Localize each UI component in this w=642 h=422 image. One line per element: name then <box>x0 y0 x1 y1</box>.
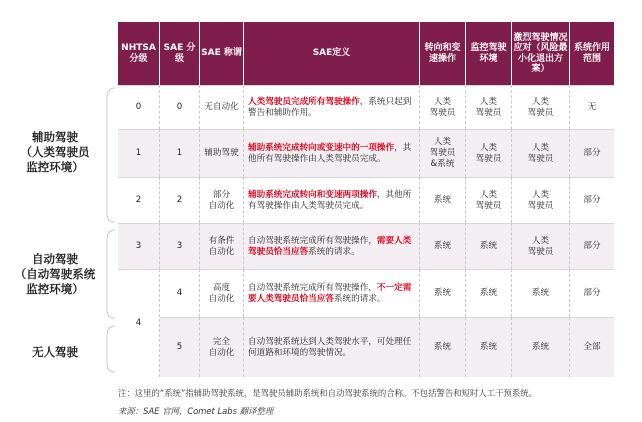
header-sae-level: SAE 分级 <box>160 22 200 85</box>
definition-highlight: 辅助系统完成转向或变速中的一项操作 <box>248 142 395 153</box>
steering-cell: 人类 驾驶员 &系统 <box>420 129 466 177</box>
scope-cell: 部分 <box>570 223 614 269</box>
group-label-line: （自动驾驶系统 <box>14 266 96 281</box>
group-automated-driving <box>0 244 110 304</box>
table-footnote: 注：这里的“系统”指辅助驾驶系统，是驾驶员辅助系统和自动驾驶系统的合称。不包括警告和短时人工干预系统。 <box>118 388 538 398</box>
group-label-line: （人类驾驶员 <box>20 144 90 159</box>
sae-name-cell: 辅助驾驶 <box>200 129 244 177</box>
definition-text: 系统的请求。 <box>308 246 360 257</box>
fallback-cell: 人类 驾驶员 <box>512 85 570 129</box>
header-sae-definition: SAE定义 <box>244 22 420 85</box>
sae-level-cell: 3 <box>160 223 200 269</box>
group-label-line: 监控环境） <box>26 281 84 296</box>
definition-highlight: 不一定需要人类驾驶员恰当应答 <box>248 282 412 304</box>
definition-cell <box>244 129 420 177</box>
sae-name-cell: 无自动化 <box>200 85 244 129</box>
header-fallback: 激烈驾驶情况应对（风险最小化退出方案） <box>512 22 570 85</box>
sae-name-cell: 部分 自动化 <box>200 177 244 223</box>
header-sae-name: SAE 称谓 <box>200 22 244 85</box>
definition-text: ，系统只起到警告和辅助作用。 <box>248 96 412 118</box>
header-scope: 系统作用范围 <box>570 22 614 85</box>
definition-cell <box>244 317 420 377</box>
fallback-cell: 系统 <box>512 269 570 317</box>
monitoring-cell: 系统 <box>466 269 512 317</box>
definition-highlight: 辅助系统完成转向和变速两项操作 <box>248 189 377 200</box>
table-row <box>118 317 614 377</box>
group-label-line: 监控环境） <box>26 159 84 174</box>
scope-cell: 部分 <box>570 269 614 317</box>
monitoring-cell: 人类 驾驶员 <box>466 129 512 177</box>
sae-level-cell: 1 <box>160 129 200 177</box>
monitoring-cell: 人类 驾驶员 <box>466 85 512 129</box>
sae-level-cell: 4 <box>160 269 200 317</box>
header-monitoring: 监控驾驶环境 <box>466 22 512 85</box>
steering-cell: 系统 <box>420 223 466 269</box>
nhtsa-cell: 1 <box>118 129 160 177</box>
definition-highlight: 人类驾驶员完成所有驾驶操作 <box>248 96 360 107</box>
definition-cell <box>244 223 420 269</box>
scope-cell: 部分 <box>570 177 614 223</box>
table-row <box>118 177 614 223</box>
sae-level-cell: 2 <box>160 177 200 223</box>
nhtsa-cell: 3 <box>118 223 160 269</box>
table-header-row <box>118 22 614 85</box>
definition-text: ，其他所有驾驶操作由人类驾驶员完成。 <box>248 189 412 211</box>
sae-level-cell: 0 <box>160 85 200 129</box>
source-credit: 来源：SAE 官网，Comet Labs 翻译整理 <box>118 406 274 416</box>
steering-cell: 系统 <box>420 269 466 317</box>
definition-text: ，其他所有驾驶操作由人类驾驶员完成。 <box>248 142 412 164</box>
steering-cell: 系统 <box>420 177 466 223</box>
definition-text: 自动驾驶系统达到人类驾驶水平，可处理任何道路和环境的驾驶情况。 <box>248 336 412 358</box>
steering-cell: 人类 驾驶员 <box>420 85 466 129</box>
scope-cell: 部分 <box>570 129 614 177</box>
definition-text: 系统的请求。 <box>333 293 386 304</box>
fallback-cell: 人类 驾驶员 <box>512 129 570 177</box>
group-bracket-lines <box>103 86 117 376</box>
definition-cell <box>244 269 420 317</box>
steering-cell: 系统 <box>420 317 466 377</box>
group-label-line: 无人驾驶 <box>32 344 78 359</box>
definition-highlight: 需要人类驾驶员恰当应答 <box>248 235 412 257</box>
fallback-cell: 系统 <box>512 317 570 377</box>
header-steering: 转向和变速操作 <box>420 22 466 85</box>
table-row <box>118 129 614 177</box>
header-nhtsa: NHTSA 分级 <box>118 22 160 85</box>
sae-level-cell: 5 <box>160 317 200 377</box>
monitoring-cell: 系统 <box>466 223 512 269</box>
definition-cell <box>244 85 420 129</box>
monitoring-cell: 系统 <box>466 317 512 377</box>
nhtsa-cell: 0 <box>118 85 160 129</box>
table-row <box>118 269 614 317</box>
table-row <box>118 223 614 269</box>
definition-text: 自动驾驶系统完成所有驾驶操作， <box>248 235 377 246</box>
monitoring-cell: 人类 驾驶员 <box>466 177 512 223</box>
fallback-cell: 人类 驾驶员 <box>512 177 570 223</box>
level-group-labels <box>0 0 115 422</box>
sae-name-cell: 高度 自动化 <box>200 269 244 317</box>
scope-cell: 无 <box>570 85 614 129</box>
nhtsa-cell: 4 <box>118 269 160 377</box>
sae-name-cell: 有条件 自动化 <box>200 223 244 269</box>
table-row <box>118 85 614 129</box>
group-driverless <box>0 340 110 364</box>
sae-levels-table <box>118 22 614 377</box>
definition-text: 自动驾驶系统完成所有驾驶操作， <box>248 282 377 293</box>
definition-cell <box>244 177 420 223</box>
group-label-line: 自动驾驶 <box>32 251 78 266</box>
scope-cell: 全部 <box>570 317 614 377</box>
group-assisted-driving <box>0 120 110 184</box>
sae-name-cell: 完全 自动化 <box>200 317 244 377</box>
group-label-line: 辅助驾驶 <box>32 129 78 144</box>
fallback-cell: 人类 驾驶员 <box>512 223 570 269</box>
nhtsa-cell: 2 <box>118 177 160 223</box>
